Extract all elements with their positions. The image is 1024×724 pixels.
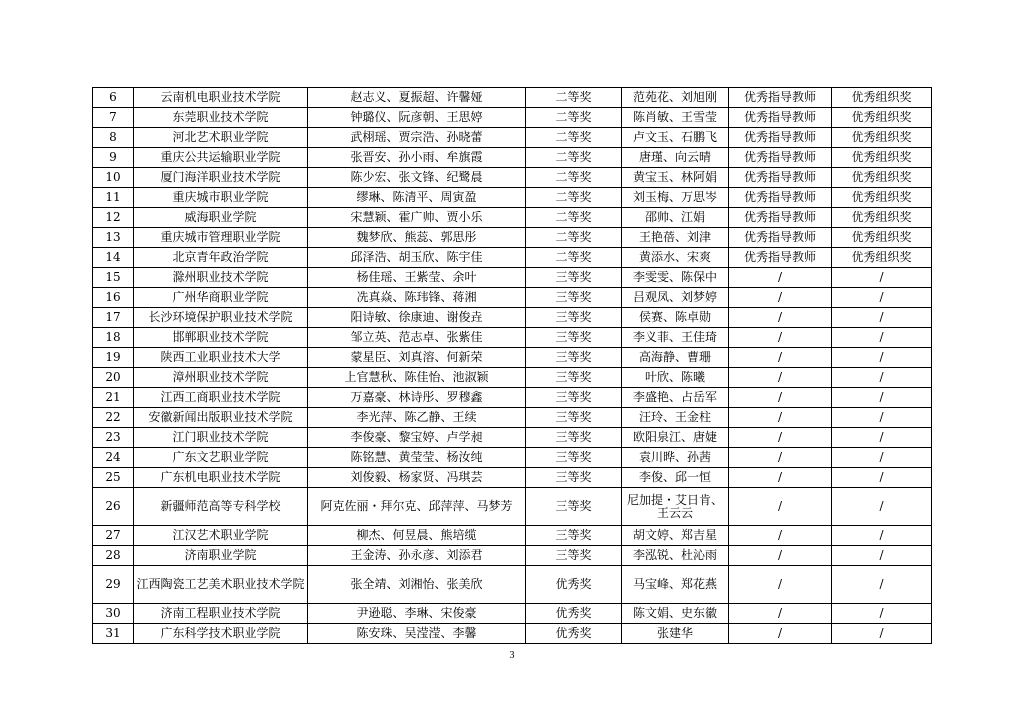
teacher-names-cell: 陈肖敏、王雪莹 <box>622 108 729 128</box>
teacher-names-cell: 欧阳泉江、唐婕 <box>622 428 729 448</box>
organization-award-cell: / <box>832 268 932 288</box>
row-number-cell: 25 <box>93 468 134 488</box>
row-number-cell: 17 <box>93 308 134 328</box>
teacher-names-cell: 邵帅、江娟 <box>622 208 729 228</box>
award-level-cell: 三等奖 <box>526 428 622 448</box>
table-row <box>93 288 932 308</box>
school-name-cell: 广州华商职业学院 <box>134 288 308 308</box>
organization-award-cell: / <box>832 288 932 308</box>
teacher-names-cell: 李泓锐、杜沁雨 <box>622 546 729 566</box>
row-number-cell: 13 <box>93 228 134 248</box>
student-names-cell: 宋慧颖、霍广帅、贾小乐 <box>308 208 526 228</box>
teacher-names-cell: 胡文婷、郑吉星 <box>622 526 729 546</box>
teacher-award-cell: / <box>729 448 832 468</box>
student-names-cell: 蒙星臣、刘真溶、何新荣 <box>308 348 526 368</box>
row-number-cell: 18 <box>93 328 134 348</box>
organization-award-cell: 优秀组织奖 <box>832 188 932 208</box>
teacher-award-cell: 优秀指导教师 <box>729 228 832 248</box>
award-level-cell: 二等奖 <box>526 128 622 148</box>
school-name-cell: 东莞职业技术学院 <box>134 108 308 128</box>
teacher-names-cell: 尼加提・艾日肯、王云云 <box>622 488 729 526</box>
organization-award-cell: / <box>832 408 932 428</box>
teacher-award-cell: 优秀指导教师 <box>729 248 832 268</box>
row-number-cell: 21 <box>93 388 134 408</box>
table-row <box>93 348 932 368</box>
teacher-award-cell: 优秀指导教师 <box>729 168 832 188</box>
award-level-cell: 二等奖 <box>526 148 622 168</box>
table-row <box>93 526 932 546</box>
student-names-cell: 冼真焱、陈玮锋、蒋湘 <box>308 288 526 308</box>
table-row <box>93 268 932 288</box>
teacher-award-cell: / <box>729 408 832 428</box>
school-name-cell: 重庆公共运输职业学院 <box>134 148 308 168</box>
teacher-award-cell: 优秀指导教师 <box>729 188 832 208</box>
student-names-cell: 杨佳瑶、王紫莹、余叶 <box>308 268 526 288</box>
student-names-cell: 阿克佐丽・拜尔克、邱萍萍、马梦芳 <box>308 488 526 526</box>
row-number-cell: 15 <box>93 268 134 288</box>
teacher-names-cell: 马宝峰、郑花燕 <box>622 566 729 604</box>
organization-award-cell: / <box>832 624 932 644</box>
award-table <box>92 87 932 644</box>
organization-award-cell: 优秀组织奖 <box>832 108 932 128</box>
teacher-award-cell: / <box>729 604 832 624</box>
teacher-award-cell: 优秀指导教师 <box>729 208 832 228</box>
school-name-cell: 滁州职业技术学院 <box>134 268 308 288</box>
school-name-cell: 北京青年政治学院 <box>134 248 308 268</box>
table-row <box>93 88 932 108</box>
school-name-cell: 河北艺术职业学院 <box>134 128 308 148</box>
table-row <box>93 108 932 128</box>
school-name-cell: 江西工商职业技术学院 <box>134 388 308 408</box>
table-row <box>93 604 932 624</box>
teacher-names-cell: 吕观凤、刘梦婷 <box>622 288 729 308</box>
table-row <box>93 468 932 488</box>
school-name-cell: 济南职业学院 <box>134 546 308 566</box>
table-row <box>93 624 932 644</box>
award-level-cell: 三等奖 <box>526 288 622 308</box>
table-row <box>93 546 932 566</box>
student-names-cell: 陈少宏、张文锋、纪鹭晨 <box>308 168 526 188</box>
teacher-names-cell: 袁川晔、孙茜 <box>622 448 729 468</box>
row-number-cell: 9 <box>93 148 134 168</box>
organization-award-cell: / <box>832 448 932 468</box>
award-level-cell: 二等奖 <box>526 228 622 248</box>
row-number-cell: 29 <box>93 566 134 604</box>
student-names-cell: 上官慧秋、陈佳怡、池淑颖 <box>308 368 526 388</box>
row-number-cell: 30 <box>93 604 134 624</box>
organization-award-cell: 优秀组织奖 <box>832 148 932 168</box>
student-names-cell: 钟璐仪、阮彦朝、王思婷 <box>308 108 526 128</box>
award-level-cell: 三等奖 <box>526 348 622 368</box>
row-number-cell: 23 <box>93 428 134 448</box>
student-names-cell: 柳杰、何昱晨、熊培缆 <box>308 526 526 546</box>
row-number-cell: 27 <box>93 526 134 546</box>
organization-award-cell: / <box>832 526 932 546</box>
student-names-cell: 尹逊聪、李琳、宋俊豪 <box>308 604 526 624</box>
award-level-cell: 二等奖 <box>526 188 622 208</box>
row-number-cell: 7 <box>93 108 134 128</box>
row-number-cell: 12 <box>93 208 134 228</box>
teacher-names-cell: 黄宝玉、林阿娟 <box>622 168 729 188</box>
award-level-cell: 三等奖 <box>526 408 622 428</box>
teacher-names-cell: 侯赛、陈卓勋 <box>622 308 729 328</box>
student-names-cell: 武栩瑶、贾宗浩、孙晓蕾 <box>308 128 526 148</box>
row-number-cell: 31 <box>93 624 134 644</box>
student-names-cell: 缪琳、陈清平、周寅盈 <box>308 188 526 208</box>
student-names-cell: 李俊豪、黎宝婷、卢学昶 <box>308 428 526 448</box>
school-name-cell: 广东机电职业技术学院 <box>134 468 308 488</box>
school-name-cell: 济南工程职业技术学院 <box>134 604 308 624</box>
teacher-award-cell: / <box>729 268 832 288</box>
teacher-award-cell: 优秀指导教师 <box>729 128 832 148</box>
teacher-names-cell: 范苑花、刘旭刚 <box>622 88 729 108</box>
table-row <box>93 388 932 408</box>
teacher-names-cell: 李盛艳、占岳军 <box>622 388 729 408</box>
row-number-cell: 6 <box>93 88 134 108</box>
school-name-cell: 江西陶瓷工艺美术职业技术学院 <box>134 566 308 604</box>
table-row <box>93 208 932 228</box>
teacher-award-cell: / <box>729 308 832 328</box>
row-number-cell: 11 <box>93 188 134 208</box>
award-level-cell: 三等奖 <box>526 448 622 468</box>
school-name-cell: 安徽新闻出版职业技术学院 <box>134 408 308 428</box>
row-number-cell: 24 <box>93 448 134 468</box>
organization-award-cell: / <box>832 388 932 408</box>
organization-award-cell: 优秀组织奖 <box>832 88 932 108</box>
award-level-cell: 二等奖 <box>526 168 622 188</box>
teacher-award-cell: 优秀指导教师 <box>729 108 832 128</box>
school-name-cell: 长沙环境保护职业技术学院 <box>134 308 308 328</box>
student-names-cell: 刘俊毅、杨家贤、冯琪芸 <box>308 468 526 488</box>
table-row <box>93 328 932 348</box>
award-level-cell: 二等奖 <box>526 248 622 268</box>
teacher-names-cell: 汪玲、王金柱 <box>622 408 729 428</box>
student-names-cell: 张全靖、刘湘怡、张美欣 <box>308 566 526 604</box>
organization-award-cell: / <box>832 488 932 526</box>
organization-award-cell: 优秀组织奖 <box>832 168 932 188</box>
organization-award-cell: 优秀组织奖 <box>832 248 932 268</box>
teacher-award-cell: / <box>729 368 832 388</box>
teacher-names-cell: 陈文娟、史东徽 <box>622 604 729 624</box>
organization-award-cell: / <box>832 428 932 448</box>
row-number-cell: 26 <box>93 488 134 526</box>
table-row <box>93 448 932 468</box>
table-row <box>93 128 932 148</box>
teacher-names-cell: 卢文玉、石鹏飞 <box>622 128 729 148</box>
teacher-award-cell: / <box>729 546 832 566</box>
organization-award-cell: 优秀组织奖 <box>832 208 932 228</box>
table-row <box>93 566 932 604</box>
award-level-cell: 二等奖 <box>526 88 622 108</box>
school-name-cell: 新疆师范高等专科学校 <box>134 488 308 526</box>
table-row <box>93 408 932 428</box>
teacher-award-cell: / <box>729 388 832 408</box>
row-number-cell: 10 <box>93 168 134 188</box>
award-level-cell: 三等奖 <box>526 488 622 526</box>
student-names-cell: 邹立英、范志卓、张紫佳 <box>308 328 526 348</box>
table-body <box>93 88 932 644</box>
table-row <box>93 148 932 168</box>
teacher-award-cell: / <box>729 526 832 546</box>
award-level-cell: 优秀奖 <box>526 604 622 624</box>
row-number-cell: 22 <box>93 408 134 428</box>
organization-award-cell: / <box>832 604 932 624</box>
student-names-cell: 赵志义、夏振超、许馨娅 <box>308 88 526 108</box>
organization-award-cell: / <box>832 348 932 368</box>
school-name-cell: 广东科学技术职业学院 <box>134 624 308 644</box>
award-level-cell: 二等奖 <box>526 208 622 228</box>
school-name-cell: 江门职业技术学院 <box>134 428 308 448</box>
organization-award-cell: / <box>832 468 932 488</box>
school-name-cell: 广东文艺职业学院 <box>134 448 308 468</box>
teacher-names-cell: 叶欣、陈曦 <box>622 368 729 388</box>
teacher-award-cell: / <box>729 624 832 644</box>
organization-award-cell: / <box>832 368 932 388</box>
row-number-cell: 28 <box>93 546 134 566</box>
school-name-cell: 陕西工业职业技术大学 <box>134 348 308 368</box>
table-row <box>93 168 932 188</box>
row-number-cell: 19 <box>93 348 134 368</box>
student-names-cell: 邱泽浩、胡玉欣、陈宇佳 <box>308 248 526 268</box>
award-level-cell: 三等奖 <box>526 468 622 488</box>
award-level-cell: 三等奖 <box>526 546 622 566</box>
row-number-cell: 16 <box>93 288 134 308</box>
teacher-award-cell: / <box>729 328 832 348</box>
school-name-cell: 漳州职业技术学院 <box>134 368 308 388</box>
student-names-cell: 阳诗敏、徐康迪、谢俊垚 <box>308 308 526 328</box>
school-name-cell: 重庆城市职业学院 <box>134 188 308 208</box>
teacher-award-cell: / <box>729 488 832 526</box>
row-number-cell: 20 <box>93 368 134 388</box>
table-row <box>93 368 932 388</box>
school-name-cell: 云南机电职业技术学院 <box>134 88 308 108</box>
award-level-cell: 三等奖 <box>526 526 622 546</box>
teacher-names-cell: 李雯雯、陈保中 <box>622 268 729 288</box>
teacher-names-cell: 张建华 <box>622 624 729 644</box>
row-number-cell: 14 <box>93 248 134 268</box>
teacher-names-cell: 刘玉梅、万思岑 <box>622 188 729 208</box>
teacher-award-cell: / <box>729 428 832 448</box>
student-names-cell: 王金涛、孙永彦、刘添君 <box>308 546 526 566</box>
organization-award-cell: 优秀组织奖 <box>832 228 932 248</box>
student-names-cell: 万嘉豪、林诗彤、罗穆鑫 <box>308 388 526 408</box>
student-names-cell: 张晋安、孙小雨、牟旗霞 <box>308 148 526 168</box>
teacher-award-cell: / <box>729 288 832 308</box>
school-name-cell: 江汉艺术职业学院 <box>134 526 308 546</box>
teacher-award-cell: / <box>729 468 832 488</box>
teacher-names-cell: 李俊、邱一恒 <box>622 468 729 488</box>
award-level-cell: 优秀奖 <box>526 624 622 644</box>
teacher-award-cell: / <box>729 566 832 604</box>
student-names-cell: 魏梦欣、熊蕊、郭思彤 <box>308 228 526 248</box>
table-row <box>93 248 932 268</box>
table-row <box>93 488 932 526</box>
school-name-cell: 重庆城市管理职业学院 <box>134 228 308 248</box>
student-names-cell: 陈安珠、吴滢滢、李馨 <box>308 624 526 644</box>
award-level-cell: 三等奖 <box>526 368 622 388</box>
student-names-cell: 李光萍、陈乙静、王续 <box>308 408 526 428</box>
table-row <box>93 228 932 248</box>
teacher-names-cell: 王艳蓓、刘津 <box>622 228 729 248</box>
organization-award-cell: / <box>832 328 932 348</box>
award-level-cell: 三等奖 <box>526 308 622 328</box>
table-row <box>93 188 932 208</box>
teacher-names-cell: 高海静、曹珊 <box>622 348 729 368</box>
organization-award-cell: / <box>832 308 932 328</box>
teacher-names-cell: 黄添水、宋爽 <box>622 248 729 268</box>
page-number: 3 <box>509 650 515 661</box>
award-level-cell: 三等奖 <box>526 268 622 288</box>
school-name-cell: 威海职业学院 <box>134 208 308 228</box>
award-level-cell: 三等奖 <box>526 388 622 408</box>
teacher-award-cell: 优秀指导教师 <box>729 148 832 168</box>
award-level-cell: 三等奖 <box>526 328 622 348</box>
teacher-award-cell: / <box>729 348 832 368</box>
teacher-names-cell: 唐瑾、向云晴 <box>622 148 729 168</box>
teacher-names-cell: 李义菲、王佳琦 <box>622 328 729 348</box>
student-names-cell: 陈铭慧、黄莹莹、杨汝纯 <box>308 448 526 468</box>
organization-award-cell: / <box>832 546 932 566</box>
award-level-cell: 二等奖 <box>526 108 622 128</box>
teacher-award-cell: 优秀指导教师 <box>729 88 832 108</box>
award-level-cell: 优秀奖 <box>526 566 622 604</box>
organization-award-cell: / <box>832 566 932 604</box>
table-row <box>93 428 932 448</box>
school-name-cell: 邯郸职业技术学院 <box>134 328 308 348</box>
school-name-cell: 厦门海洋职业技术学院 <box>134 168 308 188</box>
table-row <box>93 308 932 328</box>
organization-award-cell: 优秀组织奖 <box>832 128 932 148</box>
row-number-cell: 8 <box>93 128 134 148</box>
